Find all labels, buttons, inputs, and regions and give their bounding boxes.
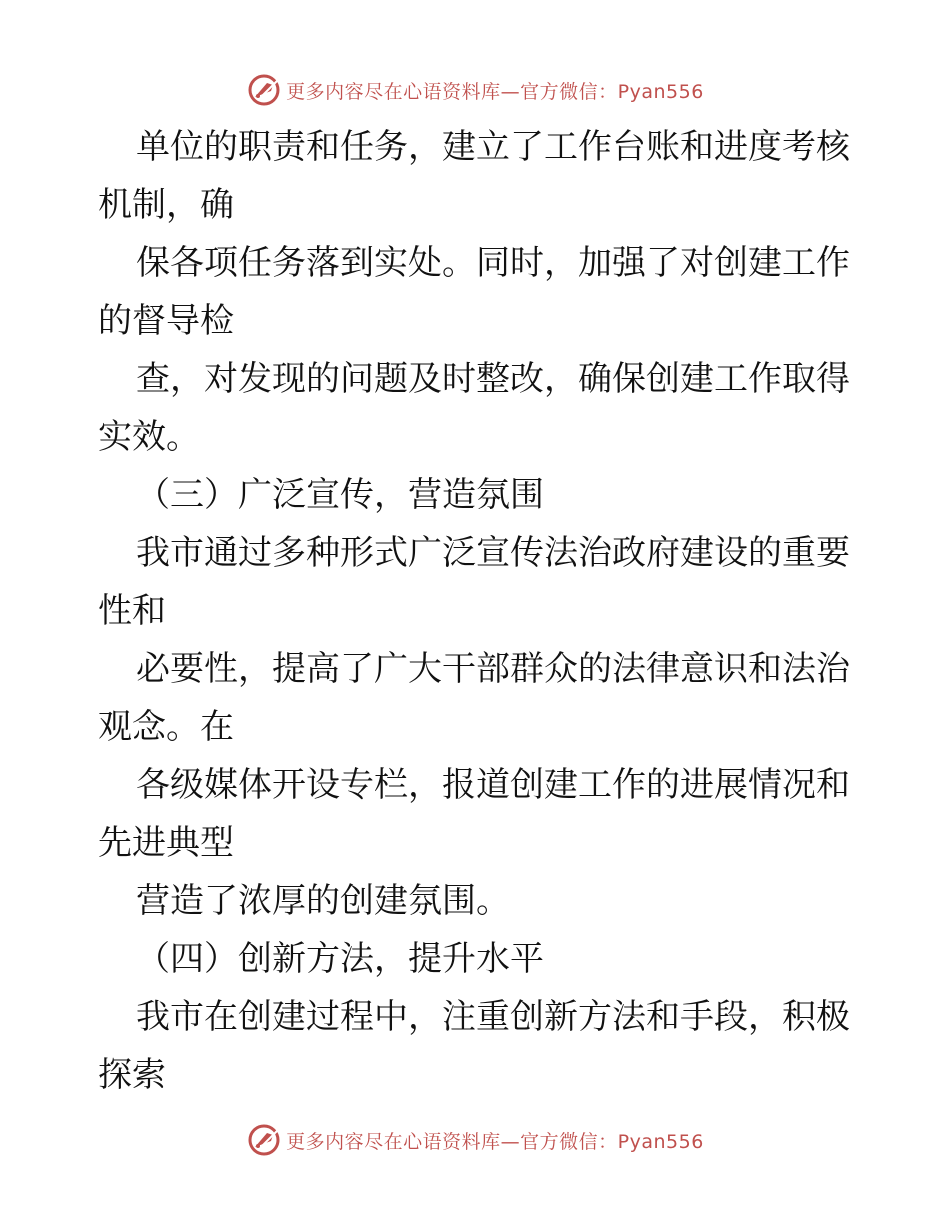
footer-banner	[0, 1118, 950, 1162]
body-line: 的督导检	[98, 301, 234, 341]
body-line: 机制，确	[98, 185, 234, 225]
pen-nib-circle-icon	[246, 72, 282, 108]
section-heading: （四）创新方法，提升水平	[136, 939, 544, 979]
body-line: 单位的职责和任务，建立了工作台账和进度考核	[136, 127, 850, 167]
body-line: 保各项任务落到实处。同时，加强了对创建工作	[136, 243, 850, 283]
body-line: 查，对发现的问题及时整改，确保创建工作取得	[136, 359, 850, 399]
body-line: 探索	[98, 1055, 166, 1095]
body-line: 我市通过多种形式广泛宣传法治政府建设的重要	[136, 533, 850, 573]
footer-banner-text: 更多内容尽在心语资料库—官方微信：Pyan556	[286, 1130, 704, 1153]
pen-nib-circle-icon	[246, 1122, 282, 1158]
body-line: 各级媒体开设专栏，报道创建工作的进展情况和	[136, 765, 850, 805]
body-line: 实效。	[98, 417, 200, 457]
section-heading: （三）广泛宣传，营造氛围	[136, 475, 544, 515]
body-line: 先进典型	[98, 823, 234, 863]
body-line: 必要性，提高了广大干部群众的法律意识和法治	[136, 649, 850, 689]
body-line: 营造了浓厚的创建氛围。	[136, 881, 510, 921]
body-line: 我市在创建过程中，注重创新方法和手段，积极	[136, 997, 850, 1037]
body-line: 性和	[98, 591, 166, 631]
document-body	[98, 118, 858, 1104]
header-banner	[0, 68, 950, 112]
header-banner-text: 更多内容尽在心语资料库—官方微信：Pyan556	[286, 80, 704, 103]
body-line: 观念。在	[98, 707, 234, 747]
